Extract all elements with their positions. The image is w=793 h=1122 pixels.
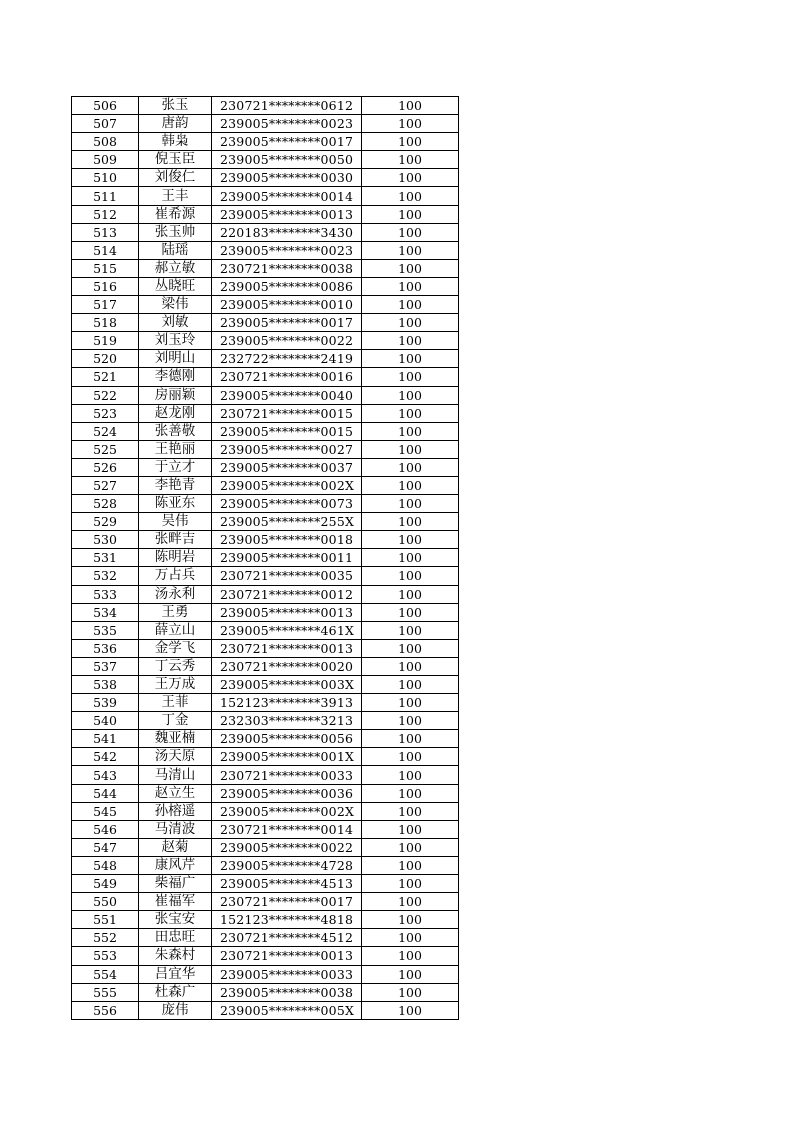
amount-cell: 100 <box>362 856 459 874</box>
amount-cell: 100 <box>362 983 459 1001</box>
table-row <box>72 1001 459 1019</box>
row-number-cell: 512 <box>72 205 139 223</box>
table-row <box>72 802 459 820</box>
table-row <box>72 404 459 422</box>
row-number-cell: 520 <box>72 350 139 368</box>
table-row <box>72 585 459 603</box>
table-row <box>72 386 459 404</box>
amount-cell: 100 <box>362 585 459 603</box>
amount-cell: 100 <box>362 223 459 241</box>
id-number-cell: 239005********461X <box>212 621 362 639</box>
amount-cell: 100 <box>362 929 459 947</box>
id-number-cell: 239005********0022 <box>212 838 362 856</box>
table-row <box>72 875 459 893</box>
amount-cell: 100 <box>362 314 459 332</box>
id-number-cell: 239005********0013 <box>212 205 362 223</box>
amount-cell: 100 <box>362 115 459 133</box>
name-cell: 康风芹 <box>139 856 212 874</box>
row-number-cell: 509 <box>72 151 139 169</box>
row-number-cell: 553 <box>72 947 139 965</box>
table-row <box>72 440 459 458</box>
row-number-cell: 518 <box>72 314 139 332</box>
name-cell: 陈明岩 <box>139 549 212 567</box>
amount-cell: 100 <box>362 838 459 856</box>
amount-cell: 100 <box>362 404 459 422</box>
table-row <box>72 350 459 368</box>
name-cell: 丁金 <box>139 712 212 730</box>
row-number-cell: 548 <box>72 856 139 874</box>
row-number-cell: 539 <box>72 694 139 712</box>
table-row <box>72 947 459 965</box>
row-number-cell: 513 <box>72 223 139 241</box>
amount-cell: 100 <box>362 820 459 838</box>
name-cell: 金学飞 <box>139 639 212 657</box>
id-number-cell: 239005********001X <box>212 748 362 766</box>
table-row <box>72 368 459 386</box>
row-number-cell: 524 <box>72 422 139 440</box>
name-cell: 马清山 <box>139 766 212 784</box>
amount-cell: 100 <box>362 296 459 314</box>
table-row <box>72 657 459 675</box>
name-cell: 孙榕遥 <box>139 802 212 820</box>
name-cell: 唐韵 <box>139 115 212 133</box>
amount-cell: 100 <box>362 259 459 277</box>
id-number-cell: 232303********3213 <box>212 712 362 730</box>
id-number-cell: 239005********0033 <box>212 965 362 983</box>
table-row <box>72 169 459 187</box>
id-number-cell: 239005********0040 <box>212 386 362 404</box>
id-number-cell: 230721********0013 <box>212 639 362 657</box>
table-row <box>72 422 459 440</box>
name-cell: 刘明山 <box>139 350 212 368</box>
table-row <box>72 549 459 567</box>
amount-cell: 100 <box>362 458 459 476</box>
table-row <box>72 259 459 277</box>
name-cell: 李德刚 <box>139 368 212 386</box>
name-cell: 王菲 <box>139 694 212 712</box>
amount-cell: 100 <box>362 440 459 458</box>
row-number-cell: 519 <box>72 332 139 350</box>
id-number-cell: 239005********0023 <box>212 115 362 133</box>
id-number-cell: 230721********0012 <box>212 585 362 603</box>
name-cell: 杜森广 <box>139 983 212 1001</box>
name-cell: 王艳丽 <box>139 440 212 458</box>
id-number-cell: 239005********002X <box>212 802 362 820</box>
table-row <box>72 965 459 983</box>
id-number-cell: 239005********0038 <box>212 983 362 1001</box>
row-number-cell: 527 <box>72 476 139 494</box>
row-number-cell: 523 <box>72 404 139 422</box>
name-cell: 郝立敏 <box>139 259 212 277</box>
amount-cell: 100 <box>362 513 459 531</box>
amount-cell: 100 <box>362 531 459 549</box>
row-number-cell: 556 <box>72 1001 139 1019</box>
row-number-cell: 531 <box>72 549 139 567</box>
table-row <box>72 820 459 838</box>
id-number-cell: 239005********0086 <box>212 277 362 295</box>
name-cell: 崔希源 <box>139 205 212 223</box>
id-number-cell: 239005********0036 <box>212 784 362 802</box>
amount-cell: 100 <box>362 784 459 802</box>
name-cell: 汤永利 <box>139 585 212 603</box>
id-number-cell: 152123********4818 <box>212 911 362 929</box>
amount-cell: 100 <box>362 766 459 784</box>
id-number-cell: 230721********0612 <box>212 97 362 115</box>
name-cell: 朱森村 <box>139 947 212 965</box>
name-cell: 丛晓旺 <box>139 277 212 295</box>
amount-cell: 100 <box>362 169 459 187</box>
name-cell: 庞伟 <box>139 1001 212 1019</box>
row-number-cell: 517 <box>72 296 139 314</box>
table-row <box>72 314 459 332</box>
amount-cell: 100 <box>362 748 459 766</box>
name-cell: 刘玉玲 <box>139 332 212 350</box>
row-number-cell: 535 <box>72 621 139 639</box>
table-row <box>72 929 459 947</box>
row-number-cell: 546 <box>72 820 139 838</box>
name-cell: 于立才 <box>139 458 212 476</box>
row-number-cell: 508 <box>72 133 139 151</box>
name-cell: 田忠旺 <box>139 929 212 947</box>
amount-cell: 100 <box>362 712 459 730</box>
id-number-cell: 239005********0011 <box>212 549 362 567</box>
name-cell: 丁云秀 <box>139 657 212 675</box>
amount-cell: 100 <box>362 187 459 205</box>
row-number-cell: 506 <box>72 97 139 115</box>
table-row <box>72 766 459 784</box>
name-cell: 马清波 <box>139 820 212 838</box>
id-number-cell: 239005********0037 <box>212 458 362 476</box>
table-row <box>72 513 459 531</box>
row-number-cell: 554 <box>72 965 139 983</box>
table-row <box>72 476 459 494</box>
name-cell: 吕宜华 <box>139 965 212 983</box>
id-number-cell: 230721********0017 <box>212 893 362 911</box>
table-row <box>72 187 459 205</box>
row-number-cell: 522 <box>72 386 139 404</box>
row-number-cell: 529 <box>72 513 139 531</box>
name-cell: 万占兵 <box>139 567 212 585</box>
row-number-cell: 534 <box>72 603 139 621</box>
row-number-cell: 536 <box>72 639 139 657</box>
name-cell: 韩枭 <box>139 133 212 151</box>
row-number-cell: 543 <box>72 766 139 784</box>
amount-cell: 100 <box>362 676 459 694</box>
id-number-cell: 230721********0013 <box>212 947 362 965</box>
name-cell: 崔福军 <box>139 893 212 911</box>
amount-cell: 100 <box>362 603 459 621</box>
name-cell: 李艳青 <box>139 476 212 494</box>
name-cell: 薛立山 <box>139 621 212 639</box>
table-row <box>72 458 459 476</box>
table-row <box>72 332 459 350</box>
amount-cell: 100 <box>362 657 459 675</box>
id-number-cell: 239005********0056 <box>212 730 362 748</box>
table-row <box>72 911 459 929</box>
id-number-cell: 239005********003X <box>212 676 362 694</box>
name-cell: 陈亚东 <box>139 495 212 513</box>
name-cell: 赵立生 <box>139 784 212 802</box>
id-number-cell: 239005********4513 <box>212 875 362 893</box>
table-row <box>72 748 459 766</box>
amount-cell: 100 <box>362 802 459 820</box>
table-row <box>72 151 459 169</box>
name-cell: 魏亚楠 <box>139 730 212 748</box>
amount-cell: 100 <box>362 893 459 911</box>
row-number-cell: 507 <box>72 115 139 133</box>
row-number-cell: 515 <box>72 259 139 277</box>
id-number-cell: 239005********002X <box>212 476 362 494</box>
table-row <box>72 712 459 730</box>
amount-cell: 100 <box>362 350 459 368</box>
roster-table <box>71 96 459 1020</box>
amount-cell: 100 <box>362 495 459 513</box>
amount-cell: 100 <box>362 277 459 295</box>
id-number-cell: 230721********0016 <box>212 368 362 386</box>
id-number-cell: 230721********0038 <box>212 259 362 277</box>
name-cell: 吴伟 <box>139 513 212 531</box>
name-cell: 张玉 <box>139 97 212 115</box>
table-row <box>72 205 459 223</box>
table-row <box>72 223 459 241</box>
amount-cell: 100 <box>362 694 459 712</box>
table-row <box>72 133 459 151</box>
amount-cell: 100 <box>362 332 459 350</box>
table-row <box>72 495 459 513</box>
table-row <box>72 784 459 802</box>
amount-cell: 100 <box>362 911 459 929</box>
name-cell: 赵菊 <box>139 838 212 856</box>
name-cell: 张玉帅 <box>139 223 212 241</box>
row-number-cell: 511 <box>72 187 139 205</box>
row-number-cell: 542 <box>72 748 139 766</box>
row-number-cell: 551 <box>72 911 139 929</box>
amount-cell: 100 <box>362 368 459 386</box>
id-number-cell: 230721********0014 <box>212 820 362 838</box>
amount-cell: 100 <box>362 639 459 657</box>
row-number-cell: 514 <box>72 241 139 259</box>
table-row <box>72 97 459 115</box>
row-number-cell: 552 <box>72 929 139 947</box>
id-number-cell: 239005********0018 <box>212 531 362 549</box>
id-number-cell: 239005********0017 <box>212 133 362 151</box>
amount-cell: 100 <box>362 422 459 440</box>
table-row <box>72 115 459 133</box>
amount-cell: 100 <box>362 241 459 259</box>
table-row <box>72 277 459 295</box>
table-row <box>72 639 459 657</box>
row-number-cell: 533 <box>72 585 139 603</box>
id-number-cell: 239005********0022 <box>212 332 362 350</box>
name-cell: 刘俊仁 <box>139 169 212 187</box>
id-number-cell: 239005********0073 <box>212 495 362 513</box>
roster-table-body <box>72 97 459 1020</box>
table-row <box>72 676 459 694</box>
id-number-cell: 239005********255X <box>212 513 362 531</box>
row-number-cell: 526 <box>72 458 139 476</box>
id-number-cell: 230721********0020 <box>212 657 362 675</box>
id-number-cell: 239005********0014 <box>212 187 362 205</box>
row-number-cell: 549 <box>72 875 139 893</box>
name-cell: 刘敏 <box>139 314 212 332</box>
id-number-cell: 220183********3430 <box>212 223 362 241</box>
amount-cell: 100 <box>362 549 459 567</box>
name-cell: 张畔吉 <box>139 531 212 549</box>
id-number-cell: 239005********0010 <box>212 296 362 314</box>
id-number-cell: 239005********4728 <box>212 856 362 874</box>
id-number-cell: 239005********0013 <box>212 603 362 621</box>
amount-cell: 100 <box>362 133 459 151</box>
row-number-cell: 555 <box>72 983 139 1001</box>
name-cell: 王勇 <box>139 603 212 621</box>
row-number-cell: 538 <box>72 676 139 694</box>
table-row <box>72 567 459 585</box>
name-cell: 汤天原 <box>139 748 212 766</box>
id-number-cell: 230721********0015 <box>212 404 362 422</box>
row-number-cell: 540 <box>72 712 139 730</box>
amount-cell: 100 <box>362 386 459 404</box>
id-number-cell: 239005********0027 <box>212 440 362 458</box>
row-number-cell: 528 <box>72 495 139 513</box>
id-number-cell: 239005********0017 <box>212 314 362 332</box>
table-row <box>72 694 459 712</box>
id-number-cell: 239005********0015 <box>212 422 362 440</box>
id-number-cell: 239005********0050 <box>212 151 362 169</box>
name-cell: 张宝安 <box>139 911 212 929</box>
table-row <box>72 296 459 314</box>
row-number-cell: 530 <box>72 531 139 549</box>
row-number-cell: 544 <box>72 784 139 802</box>
row-number-cell: 521 <box>72 368 139 386</box>
id-number-cell: 239005********0030 <box>212 169 362 187</box>
row-number-cell: 525 <box>72 440 139 458</box>
name-cell: 倪玉臣 <box>139 151 212 169</box>
id-number-cell: 239005********0023 <box>212 241 362 259</box>
name-cell: 王万成 <box>139 676 212 694</box>
table-row <box>72 603 459 621</box>
table-row <box>72 838 459 856</box>
name-cell: 赵龙刚 <box>139 404 212 422</box>
name-cell: 陆瑶 <box>139 241 212 259</box>
name-cell: 柴福广 <box>139 875 212 893</box>
amount-cell: 100 <box>362 875 459 893</box>
name-cell: 梁伟 <box>139 296 212 314</box>
name-cell: 张善敬 <box>139 422 212 440</box>
table-row <box>72 730 459 748</box>
row-number-cell: 532 <box>72 567 139 585</box>
amount-cell: 100 <box>362 1001 459 1019</box>
row-number-cell: 550 <box>72 893 139 911</box>
amount-cell: 100 <box>362 947 459 965</box>
amount-cell: 100 <box>362 965 459 983</box>
id-number-cell: 230721********4512 <box>212 929 362 947</box>
table-row <box>72 893 459 911</box>
table-row <box>72 531 459 549</box>
name-cell: 王丰 <box>139 187 212 205</box>
id-number-cell: 239005********005X <box>212 1001 362 1019</box>
amount-cell: 100 <box>362 567 459 585</box>
amount-cell: 100 <box>362 205 459 223</box>
id-number-cell: 232722********2419 <box>212 350 362 368</box>
id-number-cell: 230721********0033 <box>212 766 362 784</box>
row-number-cell: 545 <box>72 802 139 820</box>
table-row <box>72 621 459 639</box>
id-number-cell: 152123********3913 <box>212 694 362 712</box>
table-row <box>72 241 459 259</box>
row-number-cell: 516 <box>72 277 139 295</box>
table-row <box>72 983 459 1001</box>
amount-cell: 100 <box>362 151 459 169</box>
amount-cell: 100 <box>362 97 459 115</box>
name-cell: 房丽颖 <box>139 386 212 404</box>
row-number-cell: 537 <box>72 657 139 675</box>
amount-cell: 100 <box>362 621 459 639</box>
amount-cell: 100 <box>362 730 459 748</box>
row-number-cell: 541 <box>72 730 139 748</box>
amount-cell: 100 <box>362 476 459 494</box>
row-number-cell: 510 <box>72 169 139 187</box>
row-number-cell: 547 <box>72 838 139 856</box>
table-row <box>72 856 459 874</box>
id-number-cell: 230721********0035 <box>212 567 362 585</box>
